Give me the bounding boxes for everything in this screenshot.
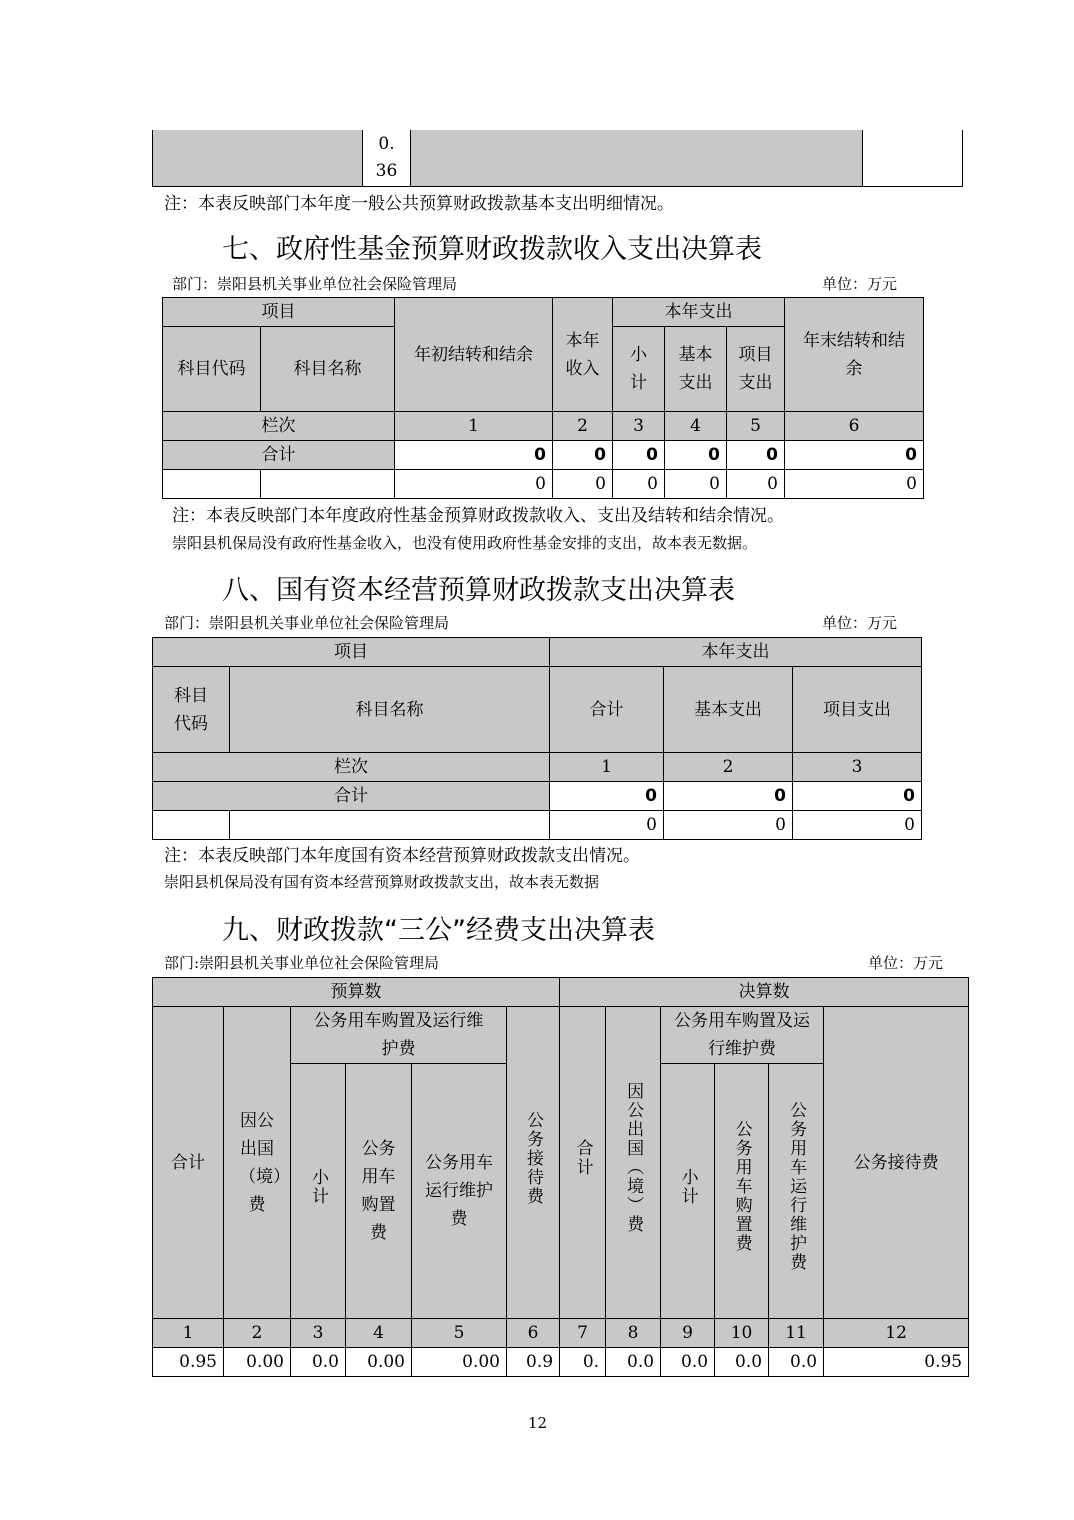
budget-car-subtotal: 小计 [291,1064,346,1319]
section7-title: 七、政府性基金预算财政拨款收入支出决算表 [222,234,762,265]
data-value: 0.00 [412,1348,507,1377]
data-code [163,470,261,499]
data-value: 0 [727,470,785,499]
data-value: 0 [664,811,793,840]
col-num: 9 [661,1319,715,1348]
col-num: 3 [291,1319,346,1348]
total-value: 0 [395,441,553,470]
data-value: 0.0 [715,1348,769,1377]
data-value: 0.95 [824,1348,969,1377]
grey-cell [153,130,363,187]
budget-car-purchase: 公务用车购置费 [346,1064,412,1319]
data-value: 0.0 [661,1348,715,1377]
budget-car: 公务用车购置及运行维护费 [291,1007,507,1064]
section8-note2: 崇阳县机保局没有国有资本经营预算财政拨款支出，故本表无数据 [164,873,600,891]
header-subtotal: 小计 [613,327,665,412]
data-value: 0.0 [769,1348,824,1377]
value-cell: 0. 36 [363,130,411,187]
total-value: 0 [664,782,793,811]
data-value: 0 [553,470,613,499]
data-value: 0.0 [606,1348,661,1377]
col-num: 12 [824,1319,969,1348]
header-project: 项目支出 [793,667,922,753]
data-value: 0.00 [346,1348,412,1377]
col-num: 10 [715,1319,769,1348]
data-name [230,811,550,840]
data-value: 0.9 [507,1348,560,1377]
row-total-label: 合计 [153,782,550,811]
col-num: 11 [769,1319,824,1348]
section7-unit: 单位：万元 [822,275,898,293]
total-value: 0 [665,441,727,470]
col-num: 4 [665,412,727,441]
total-value: 0 [550,782,664,811]
header-code: 科目代码 [163,327,261,412]
header-expense: 本年支出 [613,298,785,327]
data-name [261,470,395,499]
col-num: 6 [507,1319,560,1348]
section9-title: 九、财政拨款“三公”经费支出决算表 [222,915,655,946]
col-num: 7 [560,1319,606,1348]
total-value: 0 [793,782,922,811]
header-project: 项目支出 [727,327,785,412]
empty-cell [863,130,963,187]
total-value: 0 [727,441,785,470]
col-num: 2 [664,753,793,782]
col-num: 5 [412,1319,507,1348]
data-value: 0.00 [224,1348,291,1377]
page-number: 12 [528,1414,548,1432]
header-budget: 预算数 [153,978,560,1007]
data-value: 0 [395,470,553,499]
data-value: 0 [665,470,727,499]
col-num: 1 [395,412,553,441]
final-car: 公务用车购置及运行维护费 [661,1007,824,1064]
header-total: 合计 [550,667,664,753]
header-name: 科目名称 [261,327,395,412]
data-value: 0.95 [153,1348,224,1377]
section7-note2: 崇阳县机保局没有政府性基金收入，也没有使用政府性基金安排的支出，故本表无数据。 [172,534,758,552]
budget-reception: 公务接待费 [507,1007,560,1319]
col-num: 5 [727,412,785,441]
header-income: 本年收入 [553,298,613,412]
section9-unit: 单位：万元 [868,954,944,972]
col-num: 8 [606,1319,661,1348]
grey-cell [411,130,863,187]
section7-note: 注：本表反映部门本年度政府性基金预算财政拨款收入、支出及结转和结余情况。 [172,506,784,526]
data-value: 0 [793,811,922,840]
final-total: 合计 [560,1007,606,1319]
header-end-balance: 年末结转和结余 [785,298,924,412]
note-table6: 注：本表反映部门本年度一般公共预算财政拨款基本支出明细情况。 [164,194,674,214]
col-num: 2 [224,1319,291,1348]
data-value: 0 [550,811,664,840]
header-final: 决算数 [560,978,969,1007]
col-num: 3 [793,753,922,782]
gov-fund-table [162,297,924,499]
row-column-label: 栏次 [153,753,550,782]
total-value: 0 [785,441,924,470]
budget-abroad: 因公出国（境）费 [224,1007,291,1319]
col-num: 4 [346,1319,412,1348]
budget-car-running: 公务用车运行维护费 [412,1064,507,1319]
col-num: 1 [550,753,664,782]
col-num: 2 [553,412,613,441]
row-total-label: 合计 [163,441,395,470]
final-abroad: 因公出国（境）费 [606,1007,661,1319]
header-basic: 基本支出 [665,327,727,412]
data-value: 0.0 [291,1348,346,1377]
budget-total: 合计 [153,1007,224,1319]
col-num: 1 [153,1319,224,1348]
section7-dept: 部门：崇阳县机关事业单位社会保险管理局 [172,275,458,293]
data-code [153,811,230,840]
header-item: 项目 [153,638,550,667]
state-capital-table [152,637,922,840]
header-name: 科目名称 [230,667,550,753]
header-code: 科目代码 [153,667,230,753]
row-column-label: 栏次 [163,412,395,441]
final-car-purchase: 公务用车购置费 [715,1064,769,1319]
section8-unit: 单位：万元 [822,614,898,632]
three-public-expense-table [152,977,969,1377]
final-reception: 公务接待费 [824,1007,969,1319]
header-begin-balance: 年初结转和结余 [395,298,553,412]
section8-dept: 部门：崇阳县机关事业单位社会保险管理局 [164,614,450,632]
total-value: 0 [553,441,613,470]
final-car-running: 公务用车运行维护费 [769,1064,824,1319]
section8-title: 八、国有资本经营预算财政拨款支出决算表 [222,575,735,606]
col-num: 6 [785,412,924,441]
total-value: 0 [613,441,665,470]
header-basic: 基本支出 [664,667,793,753]
data-value: 0 [785,470,924,499]
basic-expense-table-fragment [152,130,963,187]
data-value: 0. [560,1348,606,1377]
header-expense: 本年支出 [550,638,922,667]
section9-dept: 部门:崇阳县机关事业单位社会保险管理局 [164,954,440,972]
header-item: 项目 [163,298,395,327]
data-value: 0 [613,470,665,499]
section8-note: 注：本表反映部门本年度国有资本经营预算财政拨款支出情况。 [164,846,640,866]
final-car-subtotal: 小计 [661,1064,715,1319]
col-num: 3 [613,412,665,441]
